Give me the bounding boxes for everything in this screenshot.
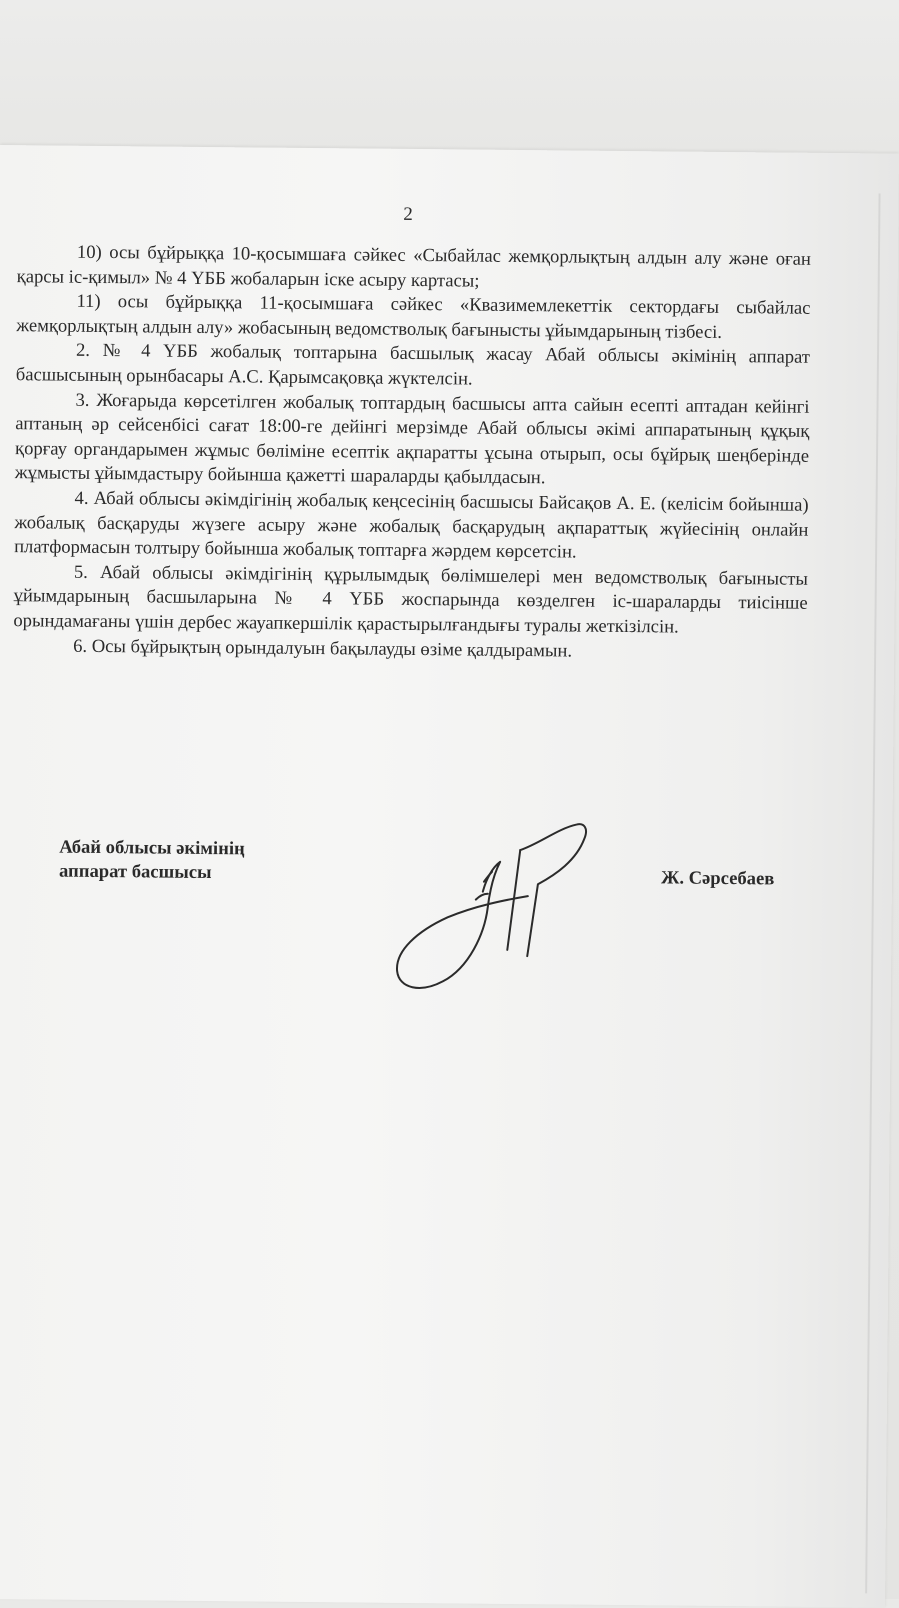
paragraph-5: 5. Абай облысы әкімдігінің құрылымдық бөлімшелері мен ведомстволық бағынысты ұйымдарының басшыларына № 4 ҮББ жоспарында көзделген іс-шараларды тиісінше орындамағаны үшін дербес жауапкершілік қарастырылғандығы туралы жеткізілсін. xyxy=(13,561,808,638)
paragraph-2: 2. № 4 ҮББ жобалық топтарына басшылық жасау Абай облысы әкімінің аппарат басшысының орынбасары А.С. Қарымсақовқа жүктелсін. xyxy=(15,340,811,390)
paragraph-3: 3. Жоғарыда көрсетілген жобалық топтардың басшысы апта сайын есепті аптадан кейінгі аптаның әр сейсенбісі сағат 18:00-ге дейінгі мерзімде Абай облысы әкімі аппаратының құқық қорғау органдарымен жұмыс бөліміне есептік ақпаратты ұсына отырып, осы бұйрық шеңберінде жұмысты ұйымдастыру бойынша қажетті шараларды қабылдасын. xyxy=(14,389,810,489)
signatory-title-line2: аппарат басшысы xyxy=(58,860,212,884)
document-page xyxy=(0,145,899,1608)
paragraph-6: 6. Осы бұйрықтың орындалуын бақылауды өзіме қалдырамын. xyxy=(73,635,573,662)
signatory-name: Ж. Сәрсебаев xyxy=(660,867,775,890)
signatory-title-line1: Абай облысы әкімінің xyxy=(59,836,245,860)
paragraph-item-11: 11) осы бұйрыққа 11-қосымшаға сәйкес «Квазимемлекеттік сектордағы сыбайлас жемқорлықтың алдын алу» жобасының ведомстволық бағынысты ұйымдарының тізбесі. xyxy=(16,290,811,343)
paragraph-4: 4. Абай облысы әкімдігінің жобалық кеңсесінің басшысы Байсақов А. Е. (келісім бойынша) жобалық басқаруды жүзеге асыру және жобалық басқарудың ақпараттық жүйесінің онлайн платформасын толтыру бойынша жобалық топтарға жәрдем көрсетсін. xyxy=(14,487,809,563)
signatory-title xyxy=(59,836,245,886)
signature-icon xyxy=(387,821,604,998)
page-number: 2 xyxy=(403,203,413,225)
document-body xyxy=(13,240,811,666)
paragraph-item-10: 10) осы бұйрыққа 10-қосымшаға сәйкес «Сыбайлас жемқорлықтың алдын алу және оған қарсы іс-қимыл» № 4 ҮББ жобаларын іске асыру картасы; xyxy=(16,241,812,292)
